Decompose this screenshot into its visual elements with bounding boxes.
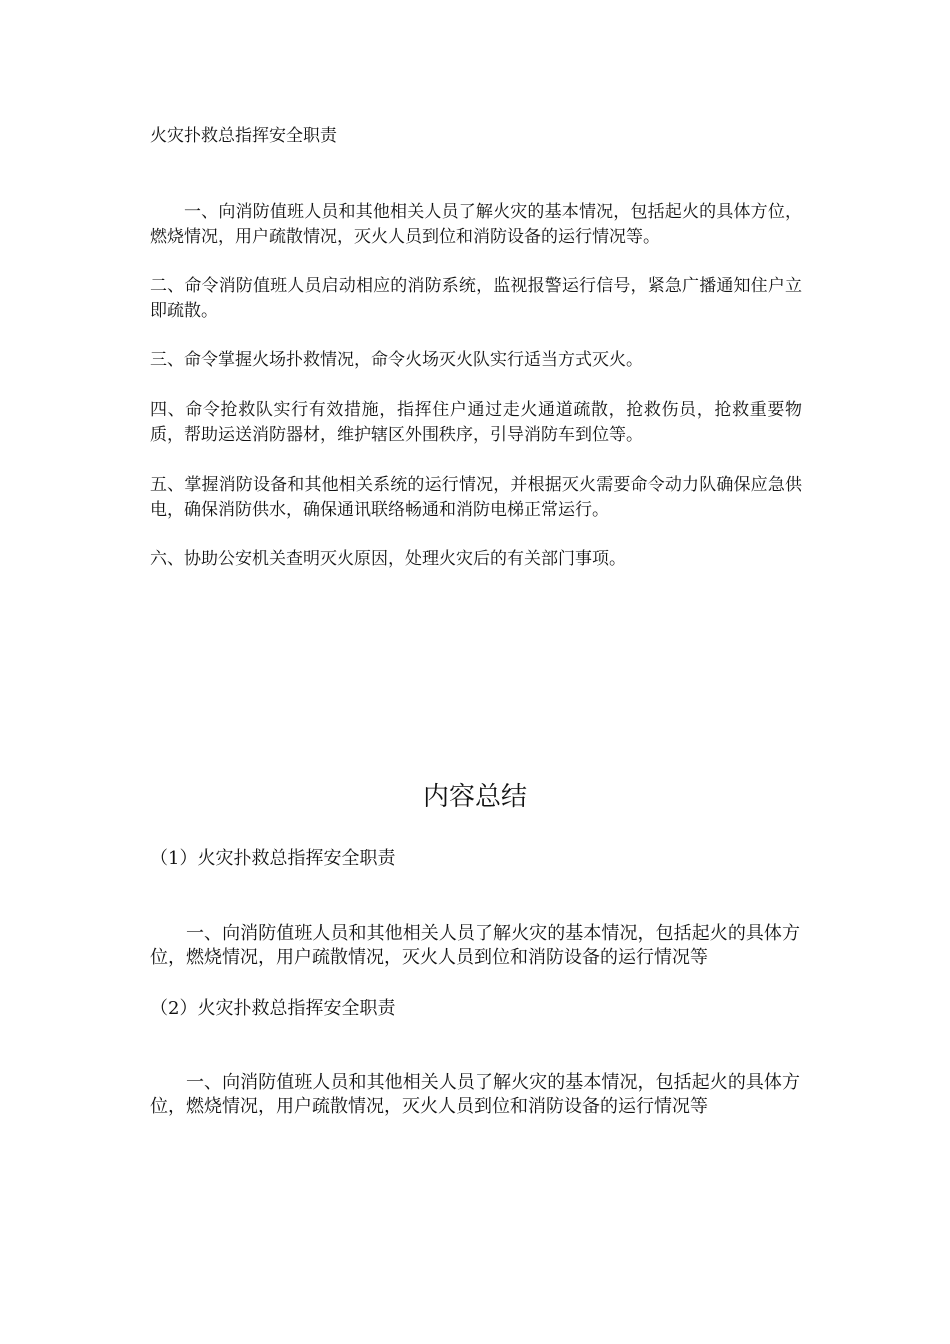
summary-heading: 内容总结	[422, 782, 527, 812]
paragraph-2: 二、命令消防值班人员启动相应的消防系统，监视报警运行信号，紧急广播通知住户立即疏散。	[150, 276, 802, 321]
paragraph-3: 三、命令掌握火场扑救情况，命令火场灭火队实行适当方式灭火。	[150, 350, 643, 370]
summary-item-2-subtitle: （2）火灾扑救总指挥安全职责	[150, 998, 396, 1019]
document-title: 火灾扑救总指挥安全职责	[150, 126, 337, 146]
paragraph-5: 五、掌握消防设备和其他相关系统的运行情况，并根据灭火需要命令动力队确保应急供电，确保消防供水，确保通讯联络畅通和消防电梯正常运行。	[150, 475, 802, 520]
summary-item-1-subtitle: （1）火灾扑救总指挥安全职责	[150, 848, 396, 869]
summary-item-1-text: 一、向消防值班人员和其他相关人员了解火灾的基本情况，包括起火的具体方位，燃烧情况，用户疏散情况，灭火人员到位和消防设备的运行情况等	[150, 923, 800, 968]
paragraph-6: 六、协助公安机关查明灭火原因，处理火灾后的有关部门事项。	[150, 549, 626, 569]
summary-item-2-text: 一、向消防值班人员和其他相关人员了解火灾的基本情况，包括起火的具体方位，燃烧情况，用户疏散情况，灭火人员到位和消防设备的运行情况等	[150, 1072, 800, 1117]
paragraph-1: 一、向消防值班人员和其他相关人员了解火灾的基本情况，包括起火的具体方位，燃烧情况，用户疏散情况，灭火人员到位和消防设备的运行情况等。	[150, 202, 802, 247]
paragraph-4: 四、命令抢救队实行有效措施，指挥住户通过走火通道疏散，抢救伤员，抢救重要物质，帮助运送消防器材，维护辖区外围秩序，引导消防车到位等。	[150, 400, 802, 445]
